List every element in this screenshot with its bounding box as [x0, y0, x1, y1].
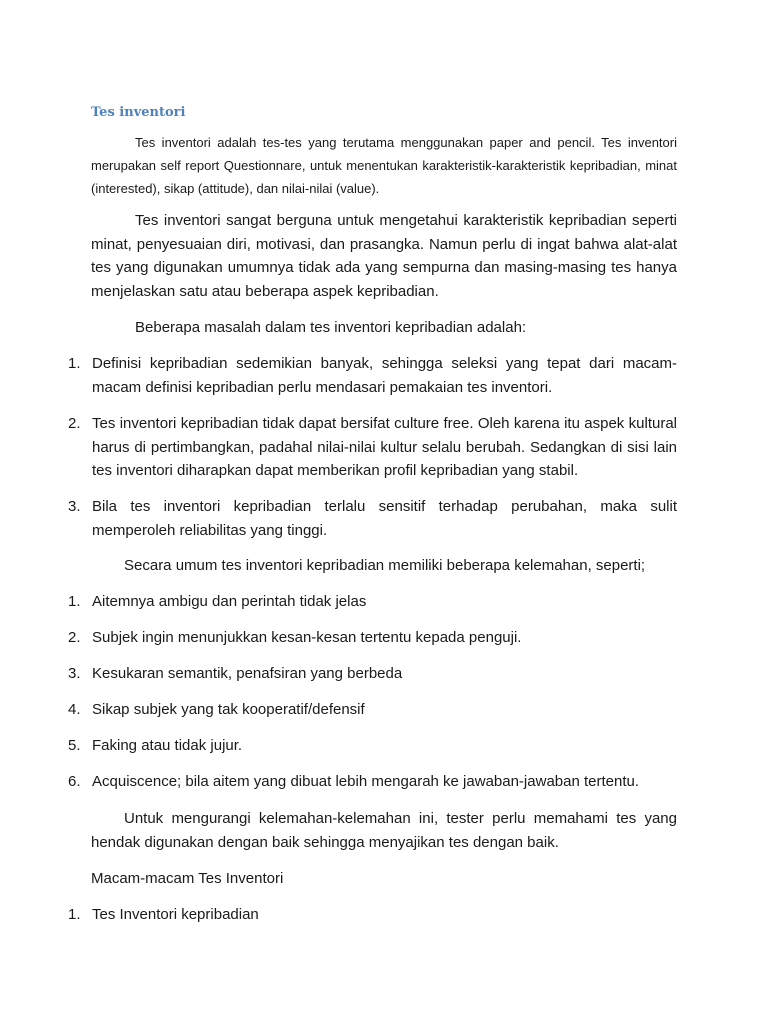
- weaknesses-intro: Secara umum tes inventori kepribadian memiliki beberapa kelemahan, seperti;: [124, 557, 646, 574]
- mitigation-paragraph: Untuk mengurangi kelemahan-kelemahan ini, tester perlu memahami tes yang hendak digunakan dengan baik sehingga menyajikan tes dengan baik.: [91, 810, 677, 851]
- list-item: [68, 698, 677, 722]
- list-item: [68, 626, 677, 650]
- list-number: 2.: [68, 629, 81, 646]
- list-number: 1.: [68, 906, 81, 923]
- list-text: Kesukaran semantik, penafsiran yang berbeda: [92, 665, 403, 682]
- list-item: [68, 903, 677, 927]
- list-number: 4.: [68, 701, 81, 718]
- problems-intro: Beberapa masalah dalam tes inventori kepribadian adalah:: [135, 319, 527, 336]
- list-text: Sikap subjek yang tak kooperatif/defensif: [92, 701, 365, 718]
- list-text: Acquiscence; bila aitem yang dibuat lebih mengarah ke jawaban-jawaban tertentu.: [92, 773, 640, 790]
- list-item: [68, 770, 677, 794]
- list-text: Tes Inventori kepribadian: [92, 906, 259, 923]
- list-number: 1.: [68, 355, 81, 372]
- list-number: 2.: [68, 415, 81, 432]
- list-text: Bila tes inventori kepribadian terlalu sensitif terhadap perubahan, maka sulit memperoleh reliabilitas yang tinggi.: [92, 498, 677, 539]
- list-item: [68, 495, 677, 542]
- intro-paragraph: Tes inventori adalah tes-tes yang terutama menggunakan paper and pencil. Tes inventori merupakan self report Questionnare, untuk menentukan karakteristik-karakteristik kepribadian, minat (interested), sikap (attitude), dan nilai-nilai (value).: [91, 135, 677, 196]
- list-text: Aitemnya ambigu dan perintah tidak jelas: [92, 593, 367, 610]
- list-item: [68, 590, 677, 614]
- list-number: 3.: [68, 498, 81, 515]
- list-number: 6.: [68, 773, 81, 790]
- list-number: 1.: [68, 593, 81, 610]
- list-text: Definisi kepribadian sedemikian banyak, sehingga seleksi yang tepat dari macam-macam definisi kepribadian perlu mendasari pemakaian tes inventori.: [92, 355, 677, 396]
- types-heading: Macam-macam Tes Inventori: [91, 870, 284, 887]
- list-item: [68, 734, 677, 758]
- list-text: Tes inventori kepribadian tidak dapat bersifat culture free. Oleh karena itu aspek kultural harus di pertimbangkan, padahal nilai-nilai kultur selalu berubah. Sedangkan di sisi lain tes inventori diharapkan dapat memberikan profil kepribadian yang stabil.: [92, 415, 677, 479]
- list-item: [68, 412, 677, 483]
- list-text: Subjek ingin menunjukkan kesan-kesan tertentu kepada penguji.: [92, 629, 522, 646]
- list-number: 5.: [68, 737, 81, 754]
- list-text: Faking atau tidak jujur.: [92, 737, 243, 754]
- list-item: [68, 662, 677, 686]
- section-heading: Tes inventori: [91, 105, 186, 120]
- usefulness-paragraph: Tes inventori sangat berguna untuk mengetahui karakteristik kepribadian seperti minat, penyesuaian diri, motivasi, dan prasangka. Namun perlu di ingat bahwa alat-alat tes yang digunakan umumnya tidak ada yang sempurna dan masing-masing tes hanya menjelaskan satu atau beberapa aspek kepribadian.: [91, 212, 677, 300]
- list-number: 3.: [68, 665, 81, 682]
- list-item: [68, 352, 677, 399]
